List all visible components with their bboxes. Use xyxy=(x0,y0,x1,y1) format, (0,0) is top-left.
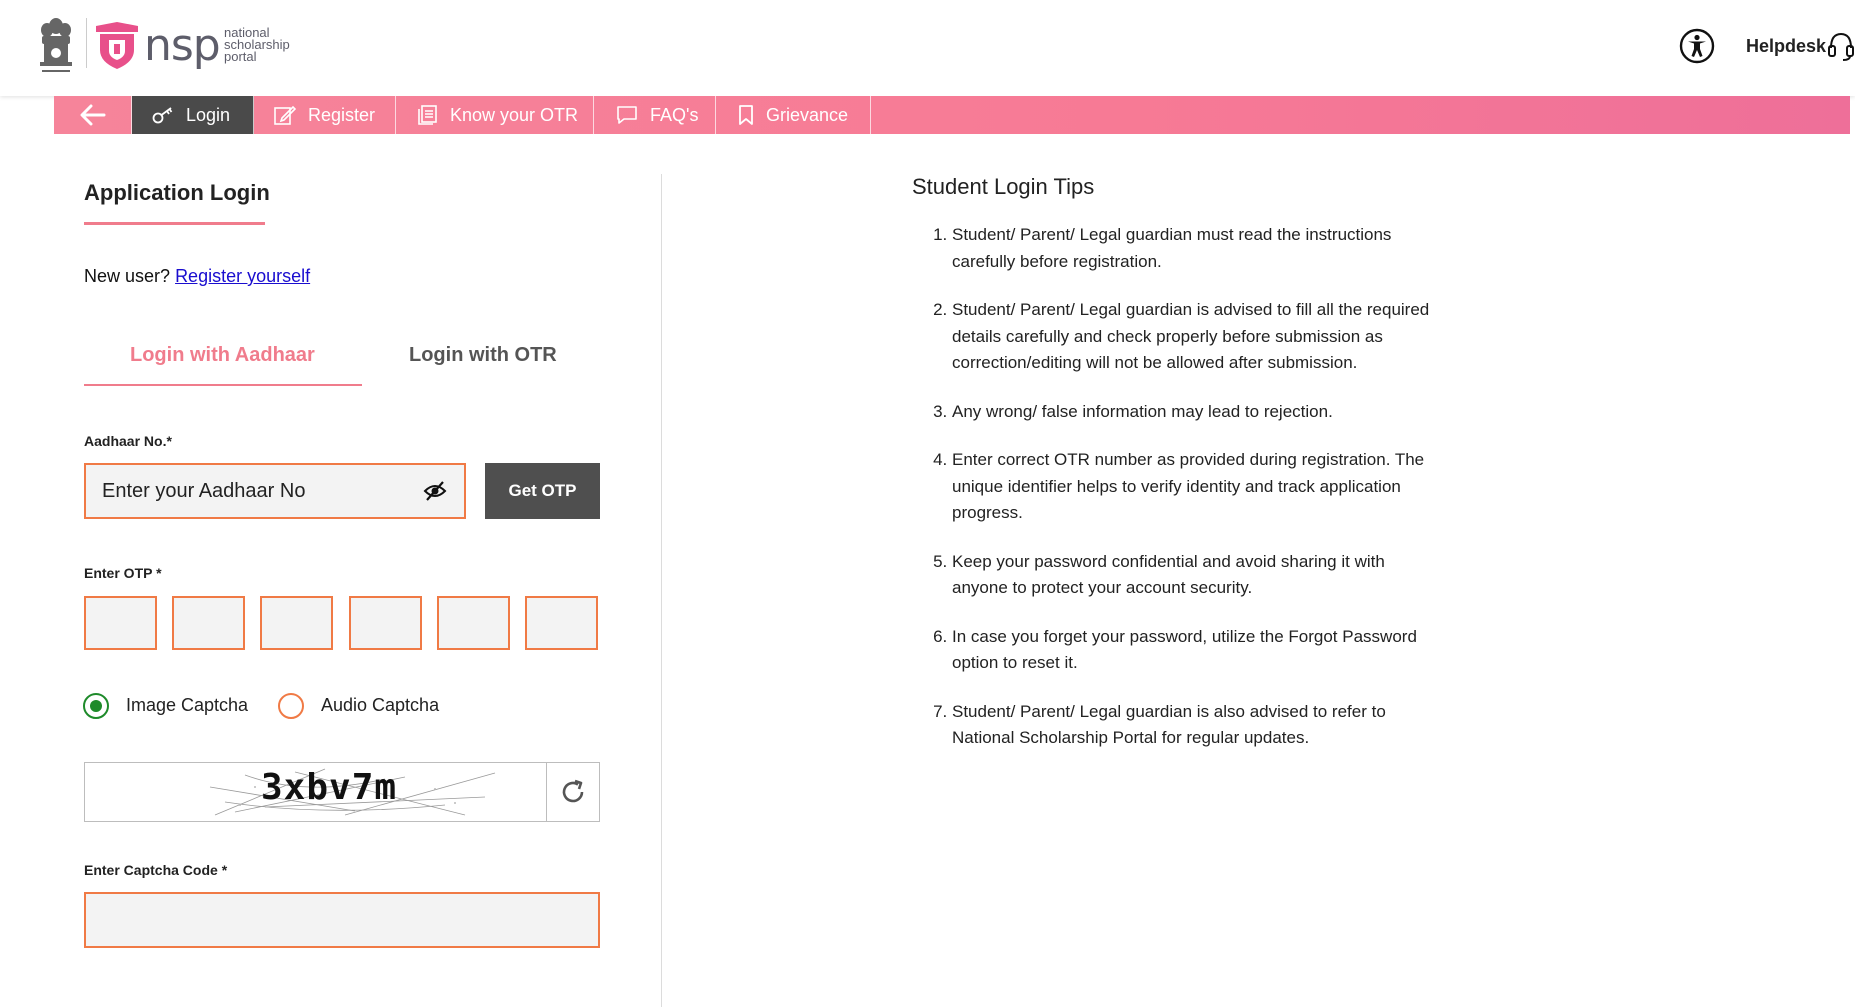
tip-item: 6. In case you forget your password, utilize the Forgot Password option to reset it. xyxy=(952,624,1432,677)
captcha-code-input[interactable] xyxy=(84,892,600,948)
new-user-line xyxy=(84,266,310,287)
captcha-code-label: Enter Captcha Code * xyxy=(84,862,228,878)
tip-item: 1. Student/ Parent/ Legal guardian must read the instructions carefully before registration. xyxy=(952,222,1432,275)
nsp-logo[interactable] xyxy=(94,20,304,72)
active-tab-underline xyxy=(84,384,362,386)
page-title: Application Login xyxy=(84,180,270,205)
back-arrow-icon xyxy=(80,104,106,126)
aadhaar-label: Aadhaar No.* xyxy=(84,433,172,449)
brand-sub-line-3: portal xyxy=(224,49,257,64)
tips-list xyxy=(912,222,1432,774)
nav-login[interactable] xyxy=(132,96,254,134)
tip-item: 2. Student/ Parent/ Legal guardian is advised to fill all the required details carefully and check properly before submission as correction/editing will not be allowed after submission. xyxy=(952,297,1432,377)
edit-icon xyxy=(274,105,296,125)
headset-icon[interactable] xyxy=(1828,30,1854,62)
captcha-text: 3xbv7m xyxy=(261,767,398,808)
nav-grievance[interactable] xyxy=(716,96,871,134)
captcha-box xyxy=(84,762,600,822)
brand-sub-line-2: scholarship xyxy=(224,37,290,52)
brand-short: nsp xyxy=(144,20,220,71)
brand-divider xyxy=(86,18,87,68)
nav-faqs[interactable] xyxy=(594,96,716,134)
back-button[interactable] xyxy=(54,96,132,134)
get-otp-button[interactable]: Get OTP xyxy=(485,463,600,519)
helpdesk-link[interactable]: Helpdesk xyxy=(1746,36,1827,56)
otp-digit-3[interactable] xyxy=(260,596,333,650)
document-icon xyxy=(418,105,438,125)
otp-digit-5[interactable] xyxy=(437,596,510,650)
otp-digit-6[interactable] xyxy=(525,596,598,650)
panel-divider xyxy=(661,174,662,1007)
nav-faqs-label: FAQ's xyxy=(650,104,699,125)
register-yourself-link[interactable]: Register yourself xyxy=(175,266,311,286)
chat-bubble-icon xyxy=(616,105,638,125)
new-user-text: New user? xyxy=(84,266,171,286)
radio-audio-captcha[interactable] xyxy=(278,693,304,719)
tips-title: Student Login Tips xyxy=(912,174,1095,199)
nav-register-label: Register xyxy=(308,104,376,125)
radio-image-captcha-label[interactable]: Image Captcha xyxy=(126,695,249,715)
refresh-icon xyxy=(559,778,587,806)
tab-login-aadhaar[interactable]: Login with Aadhaar xyxy=(130,344,315,366)
key-icon xyxy=(152,106,174,124)
tip-item: 7. Student/ Parent/ Legal guardian is also advised to refer to National Scholarship Portal for regular updates. xyxy=(952,699,1432,752)
nav-register[interactable] xyxy=(254,96,396,134)
captcha-refresh-button[interactable] xyxy=(546,763,599,821)
site-header xyxy=(0,0,1855,96)
nav-grievance-label: Grievance xyxy=(766,104,849,125)
otp-digit-1[interactable] xyxy=(84,596,157,650)
brand-sub-line-1: national xyxy=(224,25,270,40)
otp-digit-4[interactable] xyxy=(349,596,422,650)
tip-item: 3. Any wrong/ false information may lead to rejection. xyxy=(952,399,1432,426)
accessibility-icon[interactable] xyxy=(1679,28,1715,64)
main-navbar xyxy=(54,96,1850,134)
radio-audio-captcha-label[interactable]: Audio Captcha xyxy=(321,695,440,715)
aadhaar-input[interactable] xyxy=(84,463,466,519)
brand-subtitle xyxy=(224,27,290,63)
nav-otr-label: Know your OTR xyxy=(450,104,579,125)
tip-item: 4. Enter correct OTR number as provided during registration. The unique identifier helps to verify identity and track application progress. xyxy=(952,447,1432,527)
national-emblem-icon xyxy=(36,14,76,76)
otp-label: Enter OTP * xyxy=(84,565,162,581)
eye-slash-icon[interactable] xyxy=(423,479,447,503)
nav-know-your-otr[interactable] xyxy=(396,96,594,134)
title-underline xyxy=(84,222,265,225)
nav-login-label: Login xyxy=(186,104,231,125)
bookmark-icon xyxy=(738,105,754,125)
otp-digit-2[interactable] xyxy=(172,596,245,650)
radio-image-captcha[interactable] xyxy=(83,693,109,719)
nsp-shield-icon xyxy=(94,22,140,70)
tab-login-otr[interactable]: Login with OTR xyxy=(409,344,557,366)
tip-item: 5. Keep your password confidential and avoid sharing it with anyone to protect your account security. xyxy=(952,549,1432,602)
